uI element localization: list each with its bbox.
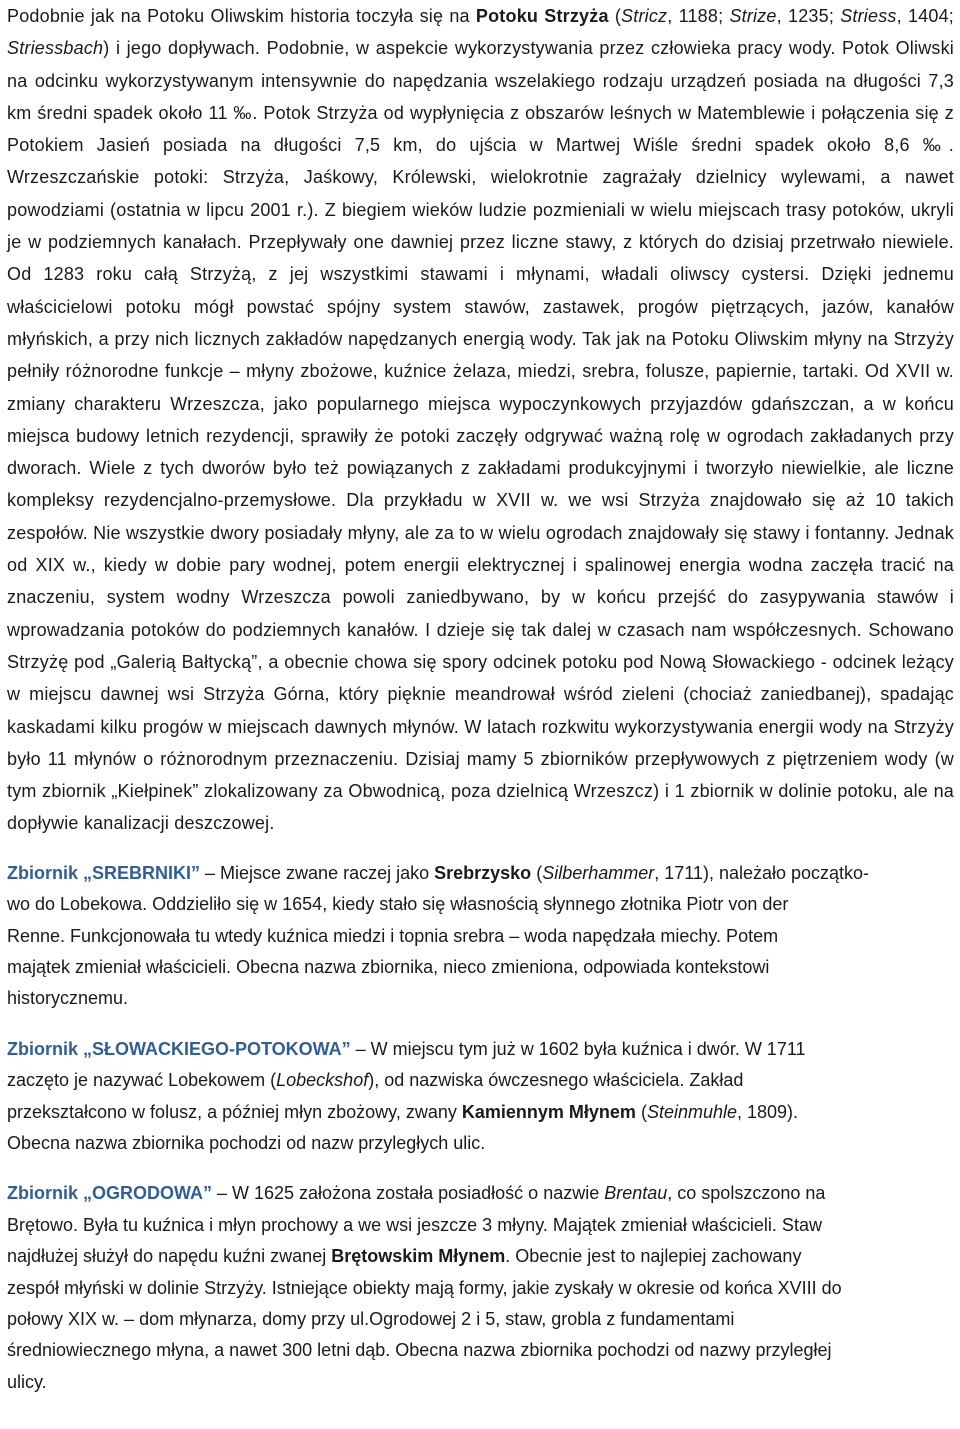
text-run: ulicy. [7,1371,47,1392]
text-run: Brętowo. Była tu kuźnica i młyn prochowy a we wsi jeszcze 3 młyny. Majątek zmieniał właścicieli. Staw [7,1214,822,1235]
text-run: ( [531,862,543,883]
text-run: ) i jego dopływach. Podobnie, w aspekcie wykorzystywania przez człowieka pracy wody. Potok Oliwski na odcinku wykorzystywanym intensywnie do napędzania wszelakiego rodzaju urządzeń posiada na długości 7,3 km średni spadek około 11 ‰. Potok Strzyża od wypłynięcia z obszarów leśnych w Matemblewie i połączenia się z Potokiem Jasień posiada na długości 7,5 km, do ujścia w Martwej Wiśle średni spadek około 8,6 ‰. Wrzeszczańskie potoki: Strzyża, Jaśkowy, Królewski, wielokrotnie zagrażały dzielnicy wylewami, a nawet powodziami (ostatnia w lipcu 2001 r.). Z biegiem wieków ludzie pozmieniali w wielu miejscach trasy potoków, ukryli je w podziemnych kanałach. Przepływały one dawniej przez liczne stawy, z których do dzisiaj przetrwało niewiele. Od 1283 roku całą Strzyżą, z jej wszystkimi stawami i młynami, władali oliwscy cystersi. Dzięki jednemu właścicielowi potoku mógł powstać spójny system stawów, zastawek, progów piętrzących, jazów, kanałów młyńskich, a przy nich licznych zakładów napędzanych energią wody. Tak jak na Potoku Oliwskim młyny na Strzyży pełniły różnorodne funkcje – młyny zbożowe, kuźnice żelaza, miedzi, srebra, folusze, papiernie, tartaki. Od XVII w. zmiany charakteru Wrzeszcza, jako popularnego miejsca wypoczynkowych przyjazdów gdańszczan, a w końcu miejsca budowy letnich rezydencji, sprawiły że potoki zaczęły odgrywać ważną rolę w ogrodach zakładanych przy dworach. Wiele z tych dworów było też powiązanych z zakładami produkcyjnymi i tworzyło niewielkie, ale liczne kompleksy rezydencjalno-przemysłowe. Dla przykładu w XVII w. we wsi Strzyża znajdowało się aż 10 takich zespołów. Nie wszystkie dwory posiadały młyny, ale za to w wielu ogrodach znajdowały się stawy i fontanny. Jednak od XIX w., kiedy w dobie pary wodnej, potem energii elektrycznej i spalinowej energia wodna zaczęła tracić na znaczeniu, system wodny Wrzeszcza powoli zaniedbywano, by w końcu przejść do zasypywania stawów i wprowadzania potoków do podziemnych kanałów. I dzieje się tak dalej w czasach nam współczesnych. Schowano Strzyżę pod „Galerią Bałtycką”, a obecnie chowa się spory odcinek potoku pod Nową Słowackiego - odcinek leżący w miejscu dawnej wsi Strzyża Górna, który pięknie meandrował wśród zieleni (chociaż zaniedbanej), spadając kaskadami kilku progów w miejscach dawnych młynów. W latach rozkwitu wykorzystywania energii wody na Strzyży było 11 młynów o różnorodnym przeznaczeniu. Dzisiaj mamy 5 zbiorników przepływowych z piętrzeniem wody (w tym zbiornik „Kiełpinek” zlokalizowany za Obwodnicą, poza dzielnicą Wrzeszcz) i 1 zbiornik w dolinie potoku, ale na dopływie kanalizacji deszczowej. [7,38,954,834]
text-run: majątek zmieniał właścicieli. Obecna nazwa zbiornika, nieco zmieniona, odpowiada kontekstowi [7,956,770,977]
italic-text: Striessbach [7,38,104,59]
text-run: , 1404; [896,6,955,26]
text-run: przekształcono w folusz, a później młyn zbożowy, zwany [7,1101,462,1122]
text-run: , 1235; [776,6,841,26]
text-run: Obecna nazwa zbiornika pochodzi od nazw przyległych ulic. [7,1132,486,1153]
text-run: ( [635,1101,647,1122]
text-run: – W 1625 założona została posiadłość o nazwie [212,1183,605,1204]
text-run: , 1809). [737,1101,799,1122]
text-run: średniowiecznego młyna, a nawet 300 letni dąb. Obecna nazwa zbiornika pochodzi od nazwy przyległej [7,1340,832,1361]
text-run: zespół młyński w dolinie Strzyży. Istniejące obiekty mają formy, jakie zyskały w okresie od końca XVIII do [7,1277,842,1298]
bold-text: Potoku Strzyża [475,6,609,26]
text-run: najdłużej służył do napędu kuźni zwanej [7,1246,332,1267]
text-run: . Obecnie jest to najlepiej zachowany [505,1246,802,1267]
text-run: połowy XIX w. – dom młynarza, domy przy ul.Ogrodowej 2 i 5, staw, grobla z fundamentami [7,1309,735,1329]
text-run: Podobnie jak na Potoku Oliwskim historia toczyła się na [7,6,476,26]
text-run: , 1711), należało początko- [654,862,870,883]
section-heading: Zbiornik „OGRODOWA” [7,1183,212,1204]
section-heading: Zbiornik „SŁOWACKIEGO-POTOKOWA” [7,1038,351,1059]
italic-text: Steinmuhle [646,1101,737,1122]
text-run: – Miejsce zwane raczej jako [200,862,435,883]
italic-text: Silberhammer [542,862,655,883]
section-srebrniki [7,858,954,1015]
italic-text: Lobeckshof [276,1070,369,1091]
text-run: Renne. Funkcjonowała tu wtedy kuźnica miedzi i topnia srebra – woda napędzała miechy. Potem [7,925,779,946]
section-heading: Zbiornik „SREBRNIKI” [7,862,201,883]
text-run: ( [608,6,622,26]
intro-paragraph [7,0,954,840]
text-run: zaczęto je nazywać Lobekowem ( [7,1070,277,1091]
bold-text: Kamiennym Młynem [461,1101,636,1122]
bold-text: Srebrzysko [434,862,532,883]
bold-text: Brętowskim Młynem [331,1246,506,1267]
section-slowackiego-potokowa [7,1034,954,1160]
text-run: , 1188; [667,6,730,26]
italic-text: Strize [729,6,777,26]
text-run: historycznemu. [7,988,129,1009]
text-run: , co spolszczono na [667,1183,826,1204]
italic-text: Brentau [604,1183,668,1204]
section-ogrodowa [7,1178,954,1398]
text-run: wo do Lobekowa. Oddzieliło się w 1654, kiedy stało się własnością słynnego złotnika Piotr von der [7,894,789,915]
italic-text: Stricz [621,6,668,26]
text-run: ), od nazwiska ówczesnego właściciela. Zakład [368,1070,744,1091]
italic-text: Striess [840,6,897,26]
text-run: – W miejscu tym już w 1602 była kuźnica i dwór. W 1711 [350,1038,806,1059]
